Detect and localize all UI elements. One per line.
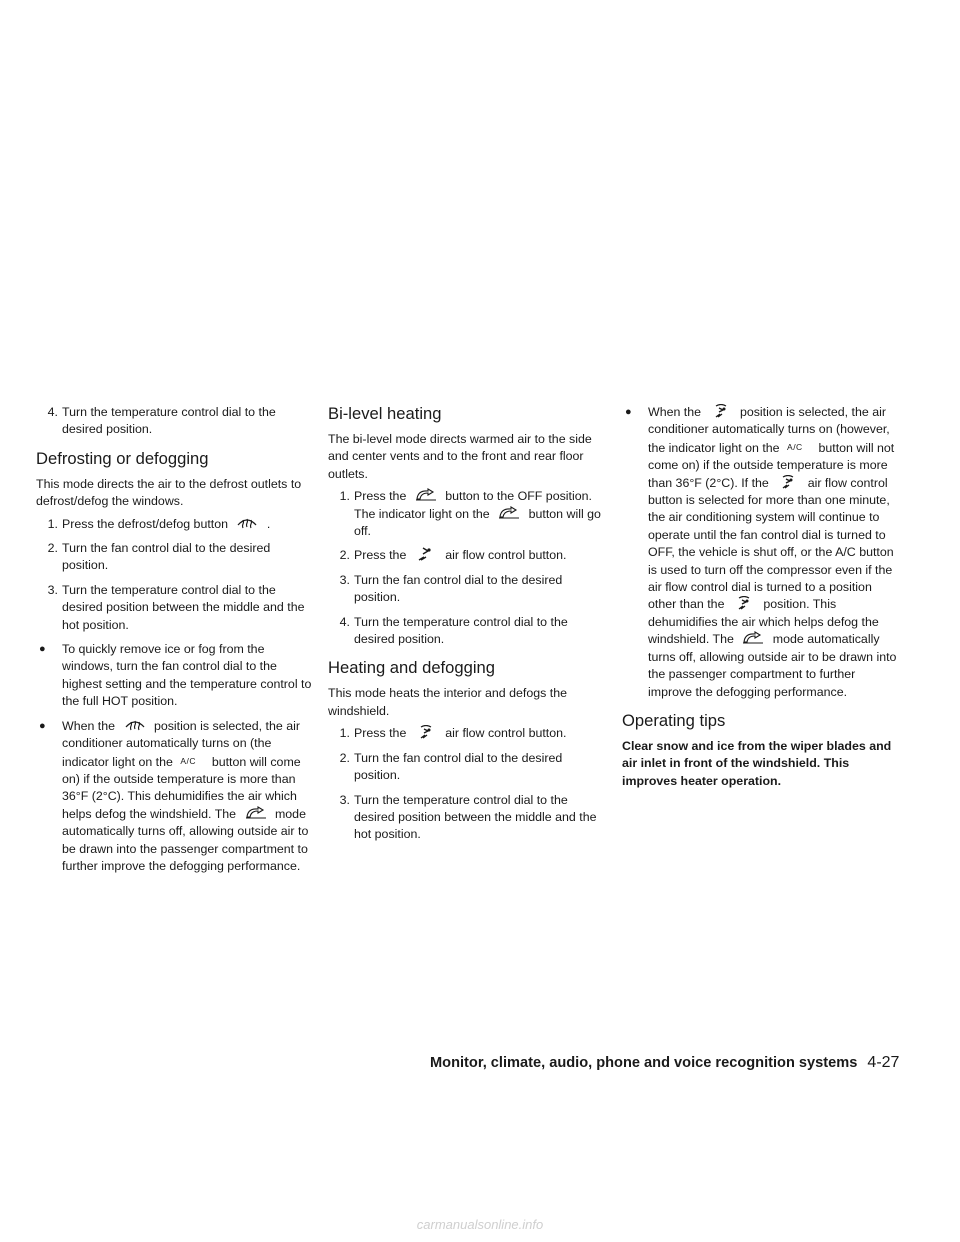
heat-defog-airflow-icon: [776, 475, 800, 489]
section-heading-heating: Heating and defogging: [328, 658, 495, 678]
air-recirculation-icon: [497, 506, 521, 520]
bilevel-airflow-icon: [414, 547, 438, 561]
heat-defog-airflow-icon: [709, 404, 733, 418]
list-item: 2. Press the air flow control button.: [339, 548, 567, 563]
footer-section-title: Monitor, climate, audio, phone and voice recognition systems: [430, 1055, 858, 1071]
bullet-item: ● To quickly remove ice or fog from the windows, turn the fan control dial to the highest setting and the temperature control to the full HOT position.: [39, 642, 312, 709]
air-recirculation-icon: [414, 488, 438, 502]
paragraph: This mode directs the air to the defrost outlets to defrost/defog the windows.: [36, 476, 302, 509]
section-heading-operating-tips: Operating tips: [622, 710, 726, 730]
column-left: [36, 404, 314, 882]
list-item: 3. Turn the temperature control dial to the desired position between the middle and the hot position.: [339, 792, 597, 842]
list-item: 4. Turn the temperature control dial to the desired position.: [47, 405, 276, 437]
section-heading-defrosting: Defrosting or defogging: [36, 448, 209, 468]
defrost-icon: [123, 718, 147, 732]
watermark: carmanualsonline.info: [416, 1217, 544, 1232]
column-right: [622, 404, 900, 795]
list-item: 2. Turn the fan control dial to the desired position.: [47, 541, 271, 573]
heat-defog-airflow-icon: [414, 725, 438, 739]
page-footer: [430, 1054, 899, 1072]
list-item: 1. Press the defrost/defog button .: [47, 516, 271, 531]
bullet-item: ● When the position is selected, the air conditioner automatically turns on (the indicator light on the A/C button will come on) if the outside temperature is more than 36°F (2°C). This dehumidifies the air which helps defog the windshield. The mode automatically turns off, allowing outside air to be drawn into the passenger compartment to further improve the defogging performance.: [39, 718, 309, 873]
heat-defog-airflow-icon: [732, 596, 756, 610]
list-item: 2. Turn the fan control dial to the desired position.: [339, 750, 563, 783]
air-recirculation-icon: [741, 631, 765, 645]
paragraph: This mode heats the interior and defogs the windshield.: [328, 686, 568, 718]
list-item: 1. Press the button to the OFF position. The indicator light on the button will go off.: [339, 489, 601, 539]
ac-icon: A/C: [180, 755, 197, 766]
ac-icon: A/C: [787, 441, 803, 452]
paragraph: The bi-level mode directs warmed air to the side and center vents and to the front and rear floor outlets.: [328, 432, 592, 481]
section-heading-bilevel: Bi-level heating: [328, 404, 442, 423]
list-item: 1. Press the air flow control button.: [339, 726, 567, 741]
list-item: 4. Turn the temperature control dial to the desired position.: [339, 614, 568, 647]
bullet-item: ● When the position is selected, the air conditioner automatically turns on (however, the indicator light on the A/C button will not come on) if the outside temperature is more than 36°F (2°C). If the air flow control button is selected for more than one minute, the air conditioning system will continue to operate until the fan control dial is turned to OFF, the vehicle is shut off, or the A/C button is used to turn off the compressor even if the air flow control dial is turned to a position other than the position. This dehumidifies the air which helps defog the windshield. The mode automatically turns off, allowing outside air to be drawn into the passenger compartment to further improve the defogging performance.: [625, 405, 897, 699]
paragraph-bold: Clear snow and ice from the wiper blades and air inlet in front of the windshield. This improves heater operation.: [622, 738, 892, 788]
page-number: 4-27: [867, 1054, 900, 1071]
air-recirculation-icon: [244, 806, 268, 820]
list-item: 3. Turn the fan control dial to the desired position.: [339, 572, 563, 605]
step-text: Turn the temperature control dial to the desired position.: [62, 405, 276, 437]
defrost-icon: [235, 516, 259, 530]
list-item: 3. Turn the temperature control dial to the desired position between the middle and the hot position.: [47, 582, 305, 632]
column-middle: [328, 404, 606, 851]
